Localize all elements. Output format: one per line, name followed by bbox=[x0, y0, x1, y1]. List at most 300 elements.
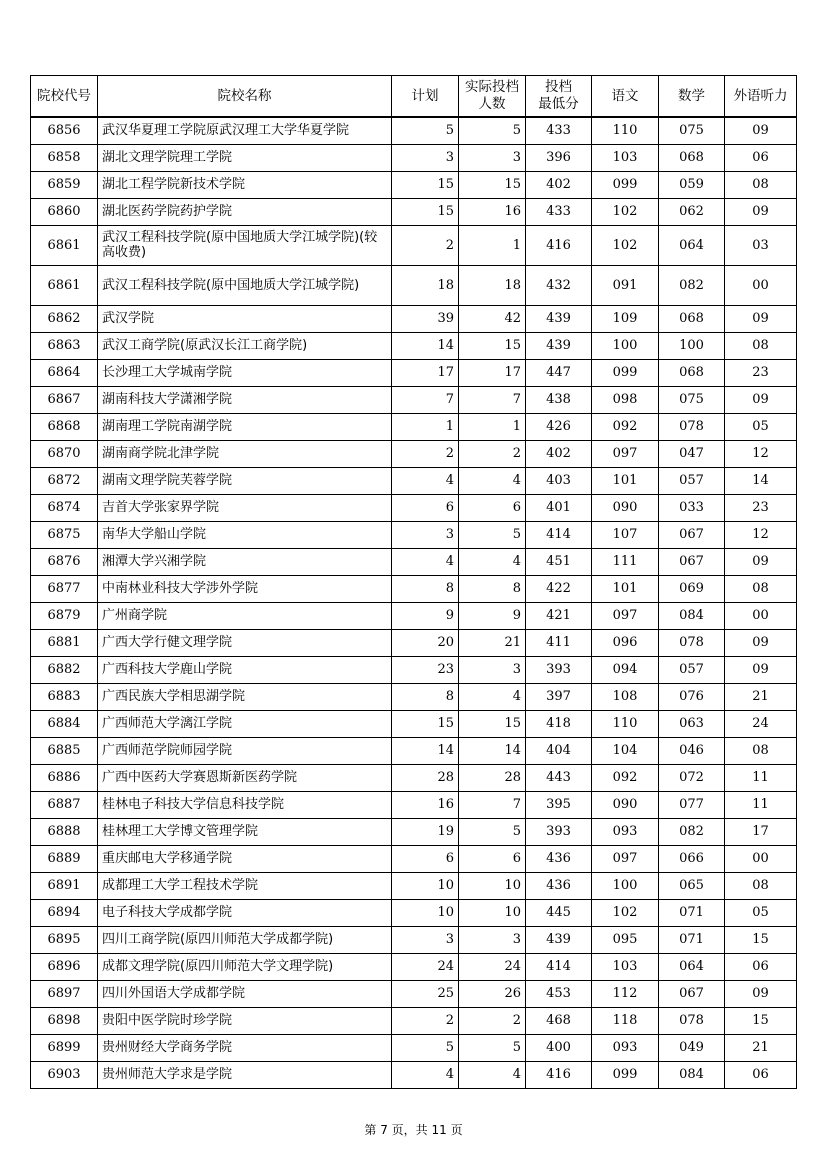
cell-math: 066 bbox=[659, 845, 725, 872]
cell-actual: 3 bbox=[459, 926, 526, 953]
cell-name: 电子科技大学成都学院 bbox=[98, 899, 392, 926]
cell-actual: 4 bbox=[459, 548, 526, 575]
cell-actual: 26 bbox=[459, 980, 526, 1007]
cell-plan: 2 bbox=[392, 1007, 459, 1034]
table-header bbox=[31, 76, 797, 118]
cell-name: 贵阳中医学院时珍学院 bbox=[98, 1007, 392, 1034]
cell-plan: 18 bbox=[392, 265, 459, 305]
table-row bbox=[31, 737, 797, 764]
cell-plan: 39 bbox=[392, 305, 459, 332]
table-row bbox=[31, 494, 797, 521]
cell-name: 湘潭大学兴湘学院 bbox=[98, 548, 392, 575]
cell-name: 湖南商学院北津学院 bbox=[98, 440, 392, 467]
cell-listening: 11 bbox=[725, 764, 797, 791]
cell-plan: 8 bbox=[392, 683, 459, 710]
cell-actual: 10 bbox=[459, 899, 526, 926]
cell-min-score: 433 bbox=[526, 117, 592, 144]
table-row bbox=[31, 764, 797, 791]
table-row bbox=[31, 332, 797, 359]
cell-code: 6870 bbox=[31, 440, 98, 467]
cell-chinese: 098 bbox=[592, 386, 659, 413]
cell-chinese: 103 bbox=[592, 953, 659, 980]
cell-min-score: 414 bbox=[526, 521, 592, 548]
cell-code: 6862 bbox=[31, 305, 98, 332]
cell-min-score: 453 bbox=[526, 980, 592, 1007]
cell-min-score: 436 bbox=[526, 845, 592, 872]
cell-name: 武汉华夏理工学院原武汉理工大学华夏学院 bbox=[98, 117, 392, 144]
cell-name: 四川工商学院(原四川师范大学成都学院) bbox=[98, 926, 392, 953]
cell-math: 075 bbox=[659, 117, 725, 144]
cell-math: 057 bbox=[659, 656, 725, 683]
cell-listening: 21 bbox=[725, 1034, 797, 1061]
cell-name: 湖南文理学院芙蓉学院 bbox=[98, 467, 392, 494]
cell-math: 047 bbox=[659, 440, 725, 467]
table-row bbox=[31, 683, 797, 710]
header-actual bbox=[459, 76, 526, 118]
table-row bbox=[31, 265, 797, 305]
cell-math: 064 bbox=[659, 225, 725, 265]
cell-listening: 11 bbox=[725, 791, 797, 818]
cell-plan: 5 bbox=[392, 1034, 459, 1061]
cell-actual: 10 bbox=[459, 872, 526, 899]
table-row bbox=[31, 1061, 797, 1088]
cell-actual: 4 bbox=[459, 467, 526, 494]
cell-min-score: 396 bbox=[526, 144, 592, 171]
cell-chinese: 099 bbox=[592, 359, 659, 386]
cell-actual: 9 bbox=[459, 602, 526, 629]
cell-name: 贵州师范大学求是学院 bbox=[98, 1061, 392, 1088]
cell-min-score: 411 bbox=[526, 629, 592, 656]
cell-plan: 2 bbox=[392, 225, 459, 265]
cell-code: 6894 bbox=[31, 899, 98, 926]
cell-listening: 09 bbox=[725, 629, 797, 656]
cell-actual: 5 bbox=[459, 117, 526, 144]
cell-listening: 24 bbox=[725, 710, 797, 737]
cell-name: 广西民族大学相思湖学院 bbox=[98, 683, 392, 710]
cell-math: 078 bbox=[659, 629, 725, 656]
header-math: 数学 bbox=[659, 76, 725, 118]
cell-chinese: 093 bbox=[592, 1034, 659, 1061]
cell-listening: 03 bbox=[725, 225, 797, 265]
table-row bbox=[31, 413, 797, 440]
cell-name: 桂林电子科技大学信息科技学院 bbox=[98, 791, 392, 818]
cell-min-score: 402 bbox=[526, 440, 592, 467]
cell-listening: 00 bbox=[725, 265, 797, 305]
cell-actual: 16 bbox=[459, 198, 526, 225]
cell-plan: 3 bbox=[392, 521, 459, 548]
table-row bbox=[31, 359, 797, 386]
cell-code: 6861 bbox=[31, 225, 98, 265]
cell-listening: 09 bbox=[725, 656, 797, 683]
cell-listening: 14 bbox=[725, 467, 797, 494]
cell-name: 湖北医药学院药护学院 bbox=[98, 198, 392, 225]
header-min-line1: 投档 bbox=[545, 79, 572, 95]
cell-math: 068 bbox=[659, 144, 725, 171]
cell-math: 059 bbox=[659, 171, 725, 198]
cell-math: 046 bbox=[659, 737, 725, 764]
table-row bbox=[31, 1034, 797, 1061]
cell-min-score: 401 bbox=[526, 494, 592, 521]
cell-plan: 15 bbox=[392, 198, 459, 225]
cell-listening: 08 bbox=[725, 332, 797, 359]
cell-min-score: 438 bbox=[526, 386, 592, 413]
cell-plan: 6 bbox=[392, 845, 459, 872]
cell-min-score: 416 bbox=[526, 225, 592, 265]
cell-listening: 00 bbox=[725, 602, 797, 629]
cell-listening: 08 bbox=[725, 737, 797, 764]
cell-actual: 3 bbox=[459, 144, 526, 171]
cell-listening: 08 bbox=[725, 872, 797, 899]
table-row bbox=[31, 144, 797, 171]
cell-plan: 10 bbox=[392, 899, 459, 926]
cell-math: 068 bbox=[659, 359, 725, 386]
cell-code: 6860 bbox=[31, 198, 98, 225]
cell-actual: 8 bbox=[459, 575, 526, 602]
cell-min-score: 422 bbox=[526, 575, 592, 602]
cell-name: 武汉工程科技学院(原中国地质大学江城学院) bbox=[98, 265, 392, 305]
cell-listening: 05 bbox=[725, 413, 797, 440]
cell-math: 067 bbox=[659, 548, 725, 575]
cell-code: 6859 bbox=[31, 171, 98, 198]
table-row bbox=[31, 845, 797, 872]
cell-code: 6861 bbox=[31, 265, 98, 305]
cell-listening: 15 bbox=[725, 1007, 797, 1034]
cell-code: 6864 bbox=[31, 359, 98, 386]
cell-plan: 5 bbox=[392, 117, 459, 144]
cell-min-score: 433 bbox=[526, 198, 592, 225]
cell-math: 084 bbox=[659, 602, 725, 629]
cell-chinese: 097 bbox=[592, 440, 659, 467]
cell-listening: 12 bbox=[725, 440, 797, 467]
table-row bbox=[31, 656, 797, 683]
cell-chinese: 104 bbox=[592, 737, 659, 764]
cell-code: 6884 bbox=[31, 710, 98, 737]
cell-chinese: 110 bbox=[592, 117, 659, 144]
cell-chinese: 097 bbox=[592, 845, 659, 872]
cell-min-score: 395 bbox=[526, 791, 592, 818]
cell-chinese: 102 bbox=[592, 899, 659, 926]
cell-listening: 09 bbox=[725, 548, 797, 575]
cell-min-score: 403 bbox=[526, 467, 592, 494]
cell-chinese: 097 bbox=[592, 602, 659, 629]
cell-code: 6874 bbox=[31, 494, 98, 521]
cell-min-score: 451 bbox=[526, 548, 592, 575]
cell-chinese: 095 bbox=[592, 926, 659, 953]
cell-name: 重庆邮电大学移通学院 bbox=[98, 845, 392, 872]
cell-actual: 2 bbox=[459, 440, 526, 467]
cell-listening: 15 bbox=[725, 926, 797, 953]
cell-min-score: 447 bbox=[526, 359, 592, 386]
cell-chinese: 102 bbox=[592, 198, 659, 225]
cell-plan: 28 bbox=[392, 764, 459, 791]
table-row bbox=[31, 171, 797, 198]
cell-chinese: 118 bbox=[592, 1007, 659, 1034]
cell-code: 6856 bbox=[31, 117, 98, 144]
cell-actual: 28 bbox=[459, 764, 526, 791]
table-row bbox=[31, 440, 797, 467]
cell-code: 6858 bbox=[31, 144, 98, 171]
cell-code: 6903 bbox=[31, 1061, 98, 1088]
cell-plan: 16 bbox=[392, 791, 459, 818]
cell-listening: 06 bbox=[725, 144, 797, 171]
cell-math: 063 bbox=[659, 710, 725, 737]
cell-actual: 42 bbox=[459, 305, 526, 332]
cell-actual: 14 bbox=[459, 737, 526, 764]
cell-min-score: 443 bbox=[526, 764, 592, 791]
cell-actual: 2 bbox=[459, 1007, 526, 1034]
cell-min-score: 432 bbox=[526, 265, 592, 305]
cell-plan: 19 bbox=[392, 818, 459, 845]
cell-chinese: 094 bbox=[592, 656, 659, 683]
cell-actual: 18 bbox=[459, 265, 526, 305]
cell-math: 082 bbox=[659, 818, 725, 845]
cell-chinese: 107 bbox=[592, 521, 659, 548]
cell-chinese: 109 bbox=[592, 305, 659, 332]
cell-name: 贵州财经大学商务学院 bbox=[98, 1034, 392, 1061]
cell-code: 6886 bbox=[31, 764, 98, 791]
cell-name: 武汉工商学院(原武汉长江工商学院) bbox=[98, 332, 392, 359]
cell-listening: 05 bbox=[725, 899, 797, 926]
cell-name: 湖北文理学院理工学院 bbox=[98, 144, 392, 171]
cell-chinese: 092 bbox=[592, 764, 659, 791]
cell-code: 6889 bbox=[31, 845, 98, 872]
cell-code: 6885 bbox=[31, 737, 98, 764]
cell-plan: 8 bbox=[392, 575, 459, 602]
table-row bbox=[31, 980, 797, 1007]
cell-actual: 4 bbox=[459, 1061, 526, 1088]
cell-min-score: 397 bbox=[526, 683, 592, 710]
cell-actual: 21 bbox=[459, 629, 526, 656]
table-body bbox=[31, 117, 797, 1088]
cell-plan: 25 bbox=[392, 980, 459, 1007]
cell-math: 071 bbox=[659, 926, 725, 953]
cell-plan: 1 bbox=[392, 413, 459, 440]
cell-math: 033 bbox=[659, 494, 725, 521]
cell-name: 中南林业科技大学涉外学院 bbox=[98, 575, 392, 602]
cell-min-score: 402 bbox=[526, 171, 592, 198]
cell-plan: 15 bbox=[392, 710, 459, 737]
cell-code: 6882 bbox=[31, 656, 98, 683]
table-row bbox=[31, 467, 797, 494]
table-row bbox=[31, 953, 797, 980]
cell-plan: 4 bbox=[392, 467, 459, 494]
header-actual-line1: 实际投档 bbox=[465, 79, 519, 95]
table-row bbox=[31, 926, 797, 953]
cell-name: 广西科技大学鹿山学院 bbox=[98, 656, 392, 683]
cell-chinese: 093 bbox=[592, 818, 659, 845]
cell-name: 长沙理工大学城南学院 bbox=[98, 359, 392, 386]
cell-actual: 5 bbox=[459, 1034, 526, 1061]
cell-actual: 7 bbox=[459, 791, 526, 818]
cell-min-score: 404 bbox=[526, 737, 592, 764]
cell-name: 广西中医药大学赛恩斯新医药学院 bbox=[98, 764, 392, 791]
cell-chinese: 102 bbox=[592, 225, 659, 265]
cell-name: 桂林理工大学博文管理学院 bbox=[98, 818, 392, 845]
cell-code: 6895 bbox=[31, 926, 98, 953]
table-row bbox=[31, 575, 797, 602]
cell-min-score: 468 bbox=[526, 1007, 592, 1034]
cell-name: 湖南理工学院南湖学院 bbox=[98, 413, 392, 440]
cell-actual: 1 bbox=[459, 413, 526, 440]
cell-code: 6872 bbox=[31, 467, 98, 494]
cell-chinese: 108 bbox=[592, 683, 659, 710]
cell-actual: 1 bbox=[459, 225, 526, 265]
cell-name: 武汉工程科技学院(原中国地质大学江城学院)(较高收费) bbox=[98, 225, 392, 265]
cell-listening: 17 bbox=[725, 818, 797, 845]
cell-chinese: 100 bbox=[592, 332, 659, 359]
cell-actual: 6 bbox=[459, 494, 526, 521]
cell-name: 广西师范大学漓江学院 bbox=[98, 710, 392, 737]
cell-math: 100 bbox=[659, 332, 725, 359]
cell-name: 广西大学行健文理学院 bbox=[98, 629, 392, 656]
cell-listening: 08 bbox=[725, 575, 797, 602]
cell-math: 049 bbox=[659, 1034, 725, 1061]
cell-name: 成都文理学院(原四川师范大学文理学院) bbox=[98, 953, 392, 980]
cell-plan: 4 bbox=[392, 548, 459, 575]
cell-min-score: 439 bbox=[526, 926, 592, 953]
cell-actual: 17 bbox=[459, 359, 526, 386]
page-footer: 第 7 页，共 11 页 bbox=[364, 1123, 463, 1137]
cell-actual: 7 bbox=[459, 386, 526, 413]
cell-plan: 6 bbox=[392, 494, 459, 521]
cell-code: 6877 bbox=[31, 575, 98, 602]
cell-min-score: 416 bbox=[526, 1061, 592, 1088]
cell-name: 南华大学船山学院 bbox=[98, 521, 392, 548]
cell-name: 成都理工大学工程技术学院 bbox=[98, 872, 392, 899]
header-min-score bbox=[526, 76, 592, 118]
cell-chinese: 090 bbox=[592, 494, 659, 521]
cell-min-score: 414 bbox=[526, 953, 592, 980]
cell-min-score: 426 bbox=[526, 413, 592, 440]
cell-code: 6897 bbox=[31, 980, 98, 1007]
cell-math: 062 bbox=[659, 198, 725, 225]
table-row bbox=[31, 548, 797, 575]
cell-min-score: 418 bbox=[526, 710, 592, 737]
table-row bbox=[31, 386, 797, 413]
cell-listening: 06 bbox=[725, 953, 797, 980]
cell-chinese: 111 bbox=[592, 548, 659, 575]
cell-code: 6888 bbox=[31, 818, 98, 845]
cell-plan: 14 bbox=[392, 737, 459, 764]
cell-math: 069 bbox=[659, 575, 725, 602]
cell-code: 6867 bbox=[31, 386, 98, 413]
cell-plan: 7 bbox=[392, 386, 459, 413]
cell-math: 067 bbox=[659, 980, 725, 1007]
header-chinese: 语文 bbox=[592, 76, 659, 118]
cell-listening: 09 bbox=[725, 117, 797, 144]
table-row bbox=[31, 818, 797, 845]
cell-code: 6868 bbox=[31, 413, 98, 440]
cell-listening: 00 bbox=[725, 845, 797, 872]
cell-code: 6899 bbox=[31, 1034, 98, 1061]
cell-plan: 24 bbox=[392, 953, 459, 980]
cell-math: 078 bbox=[659, 1007, 725, 1034]
header-actual-line2: 人数 bbox=[478, 96, 506, 112]
cell-plan: 4 bbox=[392, 1061, 459, 1088]
cell-math: 084 bbox=[659, 1061, 725, 1088]
cell-code: 6875 bbox=[31, 521, 98, 548]
cell-min-score: 436 bbox=[526, 872, 592, 899]
header-listening: 外语听力 bbox=[725, 76, 797, 118]
cell-plan: 9 bbox=[392, 602, 459, 629]
cell-listening: 09 bbox=[725, 198, 797, 225]
cell-chinese: 100 bbox=[592, 872, 659, 899]
cell-chinese: 099 bbox=[592, 1061, 659, 1088]
cell-listening: 09 bbox=[725, 305, 797, 332]
cell-math: 075 bbox=[659, 386, 725, 413]
cell-chinese: 090 bbox=[592, 791, 659, 818]
cell-math: 067 bbox=[659, 521, 725, 548]
cell-chinese: 099 bbox=[592, 171, 659, 198]
table-row bbox=[31, 198, 797, 225]
cell-code: 6898 bbox=[31, 1007, 98, 1034]
cell-plan: 3 bbox=[392, 144, 459, 171]
cell-min-score: 445 bbox=[526, 899, 592, 926]
cell-chinese: 092 bbox=[592, 413, 659, 440]
cell-plan: 3 bbox=[392, 926, 459, 953]
cell-chinese: 101 bbox=[592, 575, 659, 602]
cell-math: 071 bbox=[659, 899, 725, 926]
cell-plan: 2 bbox=[392, 440, 459, 467]
cell-math: 078 bbox=[659, 413, 725, 440]
cell-plan: 17 bbox=[392, 359, 459, 386]
cell-actual: 6 bbox=[459, 845, 526, 872]
cell-min-score: 421 bbox=[526, 602, 592, 629]
table-row bbox=[31, 1007, 797, 1034]
table-row bbox=[31, 629, 797, 656]
table-row bbox=[31, 710, 797, 737]
cell-math: 072 bbox=[659, 764, 725, 791]
cell-chinese: 101 bbox=[592, 467, 659, 494]
cell-name: 广州商学院 bbox=[98, 602, 392, 629]
table-row bbox=[31, 872, 797, 899]
header-plan: 计划 bbox=[392, 76, 459, 118]
cell-plan: 14 bbox=[392, 332, 459, 359]
cell-chinese: 110 bbox=[592, 710, 659, 737]
cell-listening: 06 bbox=[725, 1061, 797, 1088]
cell-math: 082 bbox=[659, 265, 725, 305]
table-row bbox=[31, 899, 797, 926]
cell-actual: 15 bbox=[459, 332, 526, 359]
cell-listening: 23 bbox=[725, 359, 797, 386]
cell-actual: 24 bbox=[459, 953, 526, 980]
table-row bbox=[31, 602, 797, 629]
cell-min-score: 439 bbox=[526, 305, 592, 332]
header-name: 院校名称 bbox=[98, 76, 392, 118]
admission-table bbox=[30, 75, 797, 1089]
cell-min-score: 400 bbox=[526, 1034, 592, 1061]
cell-math: 076 bbox=[659, 683, 725, 710]
cell-listening: 21 bbox=[725, 683, 797, 710]
cell-chinese: 112 bbox=[592, 980, 659, 1007]
cell-chinese: 096 bbox=[592, 629, 659, 656]
cell-code: 6891 bbox=[31, 872, 98, 899]
cell-math: 065 bbox=[659, 872, 725, 899]
cell-listening: 12 bbox=[725, 521, 797, 548]
cell-actual: 15 bbox=[459, 171, 526, 198]
cell-plan: 23 bbox=[392, 656, 459, 683]
cell-name: 广西师范学院师园学院 bbox=[98, 737, 392, 764]
cell-listening: 09 bbox=[725, 980, 797, 1007]
cell-code: 6887 bbox=[31, 791, 98, 818]
table-row bbox=[31, 305, 797, 332]
table-row bbox=[31, 225, 797, 265]
cell-plan: 20 bbox=[392, 629, 459, 656]
table-row bbox=[31, 117, 797, 144]
cell-min-score: 393 bbox=[526, 818, 592, 845]
cell-math: 068 bbox=[659, 305, 725, 332]
cell-min-score: 439 bbox=[526, 332, 592, 359]
